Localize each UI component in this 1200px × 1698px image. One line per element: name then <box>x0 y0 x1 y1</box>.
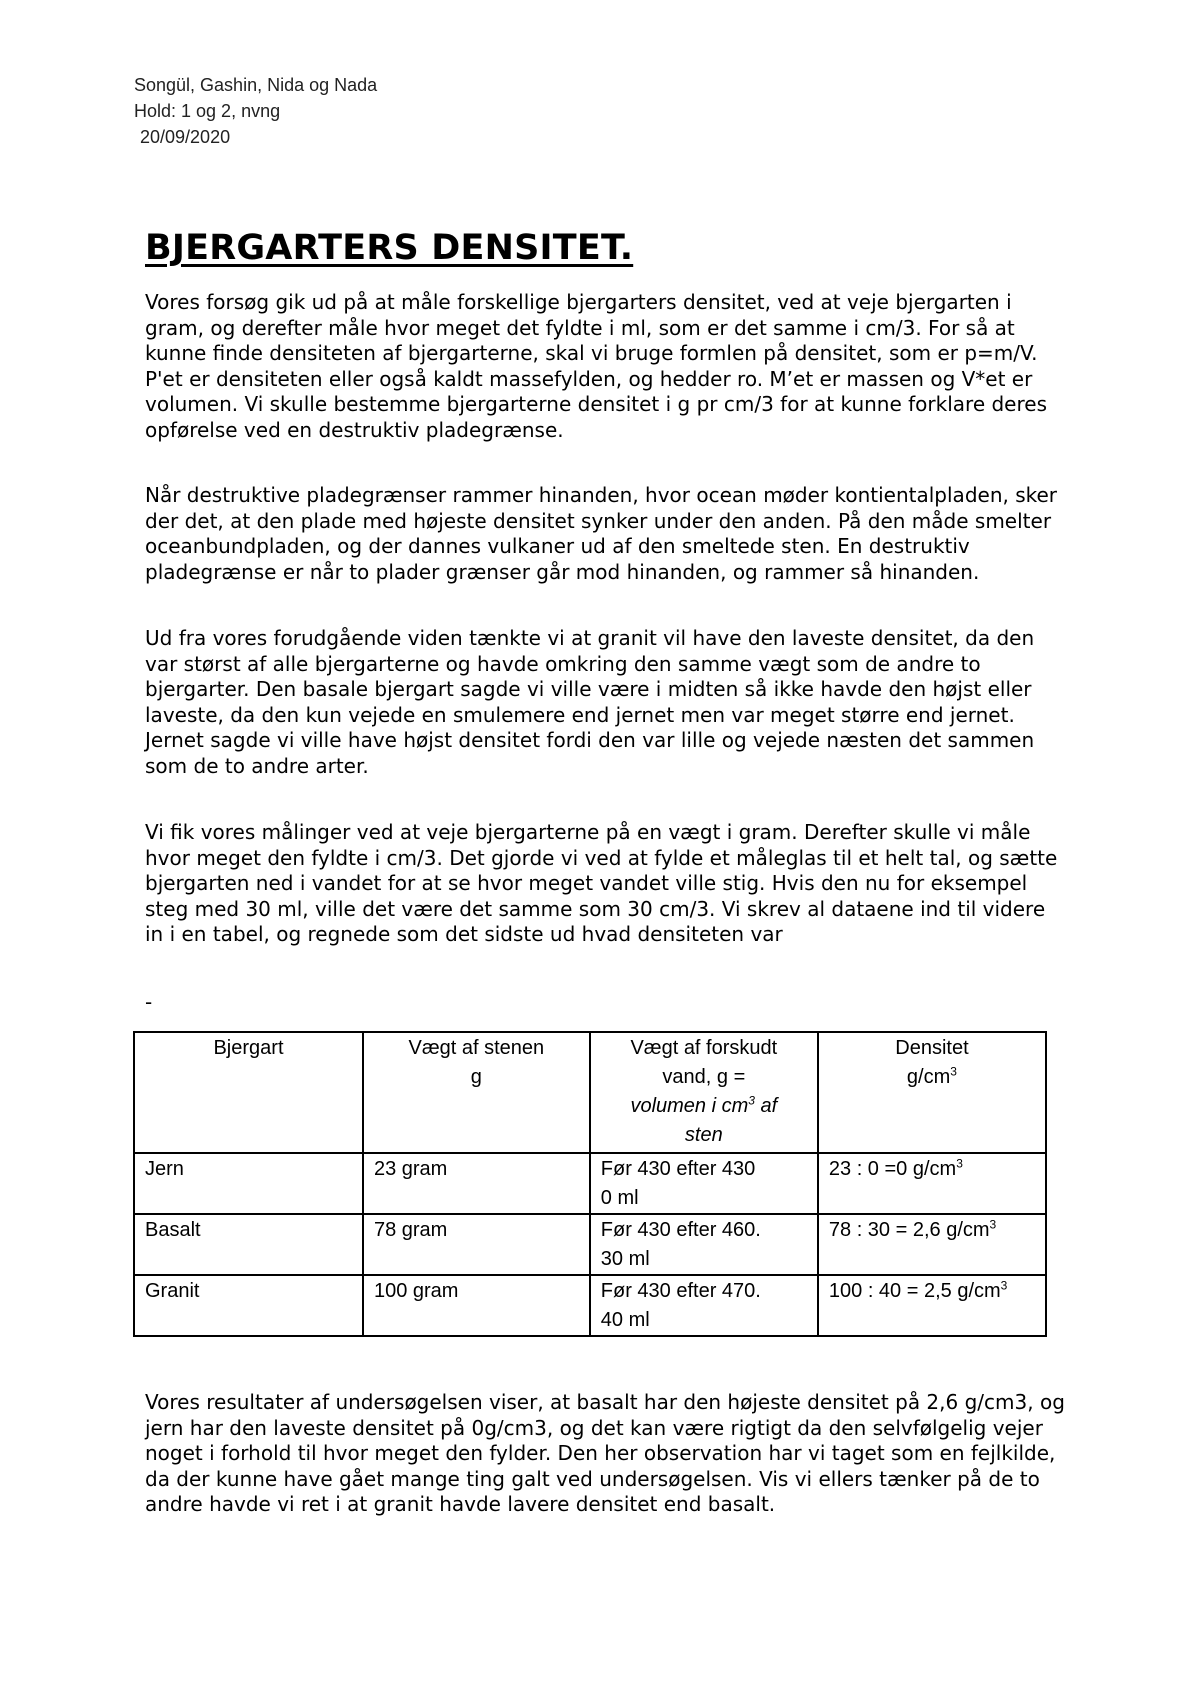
list-dash: - <box>145 990 153 1014</box>
table-header-row <box>134 1032 1046 1153</box>
cell-density: 23 : 0 =0 $g/cm^3$ <box>818 1153 1046 1214</box>
paragraph-intro: Vores forsøg gik ud på at måle forskellige bjergarters densitet, ved at veje bjergarten i gram, og derefter måle hvor meget det fyldte i ml, som er det samme i cm/3. For så at kunne finde densiteten af bjergarterne, skal vi bruge formlen på densitet, som er p=m/V. P'et er densiteten eller også kaldt massefylden, og hedder ro. M’et er massen og V*et er volumen. Vi skulle bestemme bjergarterne densitet i g pr cm/3 for at kunne forklare deres opførelse ved en destruktiv pladegrænse. <box>145 290 1047 442</box>
cell-name: Jern <box>134 1153 363 1214</box>
density-table <box>133 1031 1047 1337</box>
paragraph-results: Vores resultater af undersøgelsen viser, at basalt har den højeste densitet på 2,6 g/cm3, og jern har den laveste densitet på 0g/cm3, og det kan være rigtigt da den selvfølgelig vejer noget i forhold til hvor meget den fylder. Den her observation har vi taget som en fejlkilde, da der kunne have gået mange ting galt ved undersøgelsen. Vis vi ellers tænker på de to andre havde vi ret i at granit havde lavere densitet end basalt. <box>145 1390 1065 1516</box>
table-row <box>134 1214 1046 1275</box>
header-bjergart: Bjergart <box>134 1032 363 1153</box>
authors: Songül, Gashin, Nida og Nada <box>134 75 378 95</box>
document-title: BJERGARTERS DENSITET. <box>145 228 634 268</box>
table-row <box>134 1275 1046 1336</box>
date: 20/09/2020 <box>140 127 231 147</box>
cell-density: 100 : 40 = 2,5 $g/cm^3$ <box>818 1275 1046 1336</box>
paragraph-method: Vi fik vores målinger ved at veje bjergarterne på en vægt i gram. Derefter skulle vi måle hvor meget den fyldte i cm/3. Det gjorde vi ved at fylde et måleglas til et helt tal, og sætte bjergarten ned i vandet for at se hvor meget vandet ville stig. Hvis den nu for eksempel steg med 30 ml, ville det være det samme som 30 cm/3. Vi skrev al dataene ind til videre in i en tabel, og regnede som det sidste ud hvad densiteten var <box>145 820 1058 946</box>
header-weight: Vægt af stenen g <box>363 1032 590 1153</box>
team: Hold: 1 og 2, nvng <box>134 101 281 121</box>
table-row <box>134 1153 1046 1214</box>
cell-water: Før 430 efter 470. 40 ml <box>590 1275 818 1336</box>
cell-water: Før 430 efter 460. 30 ml <box>590 1214 818 1275</box>
cell-weight: 78 gram <box>363 1214 590 1275</box>
header-density: Densitet $g/cm^3$ <box>818 1032 1046 1153</box>
cell-weight: 100 gram <box>363 1275 590 1336</box>
cell-name: Granit <box>134 1275 363 1336</box>
cell-density: 78 : 30 = 2,6 $g/cm^3$ <box>818 1214 1046 1275</box>
cell-name: Basalt <box>134 1214 363 1275</box>
header-displaced-water: Vægt af forskudt vand, g = volumen i $cm^3$ af sten <box>590 1032 818 1153</box>
paragraph-hypothesis: Ud fra vores forudgående viden tænkte vi at granit vil have den laveste densitet, da den var størst af alle bjergarterne og havde omkring den samme vægt som de andre to bjergarter. Den basale bjergart sagde vi ville være i midten så ikke havde den højst eller laveste, da den kun vejede en smulemere end jernet men var meget større end jernet. Jernet sagde vi ville have højst densitet fordi den var lille og vejede næsten det sammen som de to andre arter. <box>145 626 1035 778</box>
cell-water: Før 430 efter 430 0 ml <box>590 1153 818 1214</box>
paragraph-plate-boundaries: Når destruktive pladegrænser rammer hinanden, hvor ocean møder kontientalpladen, sker der det, at den plade med højeste densitet synker under den anden. På den måde smelter oceanbundpladen, og der dannes vulkaner ud af den smeltede sten. En destruktiv pladegrænse er når to plader grænser går mod hinanden, og rammer så hinanden. <box>145 483 1058 584</box>
document-header <box>134 72 377 150</box>
cell-weight: 23 gram <box>363 1153 590 1214</box>
